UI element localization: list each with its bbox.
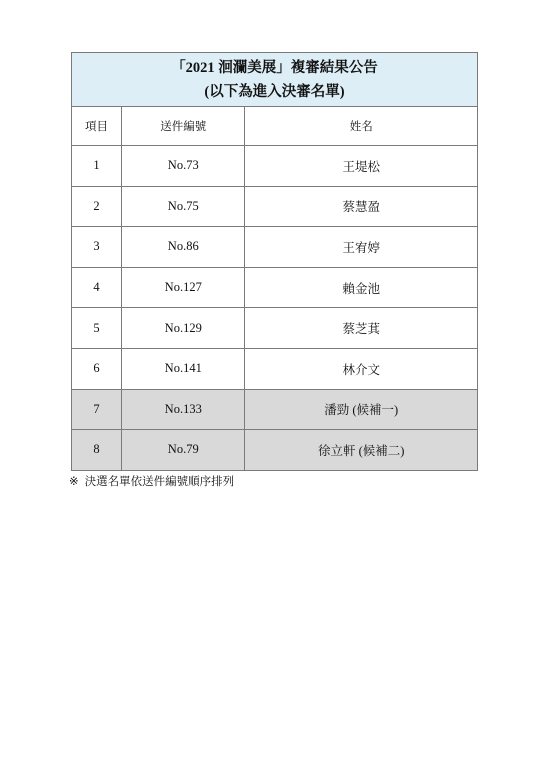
row-number: 8 [72, 430, 122, 471]
announcement-sheet [71, 52, 478, 489]
row-name: 徐立軒 (候補二) [245, 430, 478, 471]
table-row [72, 348, 478, 389]
row-name: 蔡慧盈 [245, 186, 478, 227]
table-row [72, 308, 478, 349]
row-name: 林介文 [245, 348, 478, 389]
row-submission-id: No.133 [122, 389, 245, 430]
row-submission-id: No.127 [122, 267, 245, 308]
row-name: 潘勁 (候補一) [245, 389, 478, 430]
header-submission-id: 送件編號 [122, 107, 245, 146]
header-name: 姓名 [245, 107, 478, 146]
row-number: 5 [72, 308, 122, 349]
row-number: 1 [72, 146, 122, 187]
row-name: 蔡芝萁 [245, 308, 478, 349]
row-number: 6 [72, 348, 122, 389]
title-cell [72, 53, 478, 107]
row-name: 王堤松 [245, 146, 478, 187]
table-row [72, 430, 478, 471]
results-table [71, 52, 478, 471]
footnote-text: 決選名單依送件編號順序排列 [84, 475, 235, 488]
title-row [72, 53, 478, 107]
announcement-title: 「2021 洄瀾美展」複審結果公告 [171, 59, 378, 76]
row-submission-id: No.141 [122, 348, 245, 389]
row-number: 7 [72, 389, 122, 430]
row-submission-id: No.75 [122, 186, 245, 227]
announcement-subtitle: (以下為進入決審名單) [204, 83, 345, 100]
row-number: 2 [72, 186, 122, 227]
table-row [72, 389, 478, 430]
table-row [72, 227, 478, 268]
row-number: 4 [72, 267, 122, 308]
row-submission-id: No.129 [122, 308, 245, 349]
row-name: 賴金池 [245, 267, 478, 308]
row-submission-id: No.86 [122, 227, 245, 268]
header-row [72, 107, 478, 146]
row-submission-id: No.79 [122, 430, 245, 471]
row-name: 王宥婷 [245, 227, 478, 268]
row-submission-id: No.73 [122, 146, 245, 187]
reference-mark-icon: ※ [69, 475, 79, 488]
table-row [72, 267, 478, 308]
header-item: 項目 [72, 107, 122, 146]
footnote [69, 473, 478, 489]
table-row [72, 146, 478, 187]
table-row [72, 186, 478, 227]
row-number: 3 [72, 227, 122, 268]
